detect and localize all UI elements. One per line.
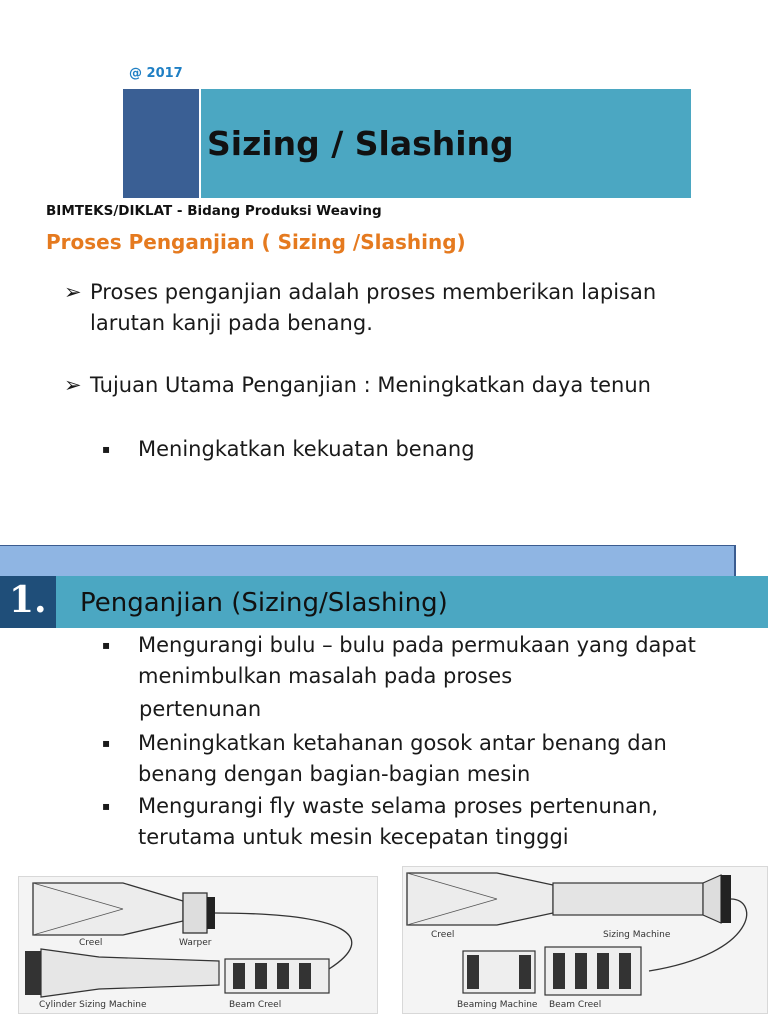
beaming-machine-caption: Beaming Machine	[457, 1000, 538, 1010]
list-item-text: Mengurangi bulu – bulu pada permukaan yang dapat menimbulkan masalah pada proses	[138, 633, 696, 688]
page-title: Sizing / Slashing	[207, 124, 514, 163]
creel-caption: Creel	[79, 938, 103, 948]
list-item-text: Meningkatkan kekuatan benang	[138, 437, 475, 461]
year-label: @ 2017	[129, 66, 183, 81]
square-bullet-icon: ▪	[102, 799, 111, 813]
header-accent-block	[123, 89, 199, 198]
list-item-continuation: pertenunan	[139, 697, 262, 721]
section-title: Penganjian (Sizing/Slashing)	[80, 588, 448, 618]
square-bullet-icon: ▪	[102, 442, 111, 456]
organization-label: BIMTEKS/DIKLAT - Bidang Produksi Weaving	[46, 203, 382, 219]
slasher-diagram-right	[402, 866, 768, 1014]
list-item-text: Tujuan Utama Penganjian : Meningkatkan daya tenun	[90, 373, 651, 397]
list-item	[64, 277, 657, 335]
list-item-text: Proses penganjian adalah proses memberikan lapisan larutan kanji pada benang.	[90, 280, 657, 335]
slasher-diagram-left	[18, 876, 378, 1014]
arrow-bullet-icon: ➢	[64, 280, 82, 304]
list-item-text: Mengurangi fly waste selama proses pertenunan, terutama untuk mesin kecepatan tingggi	[138, 794, 658, 849]
sizing-machine-caption: Sizing Machine	[603, 930, 671, 940]
section-subtitle: Proses Penganjian ( Sizing /Slashing)	[46, 230, 466, 254]
square-bullet-icon: ▪	[102, 638, 111, 652]
list-item	[64, 370, 651, 401]
beam-creel-caption: Beam Creel	[549, 1000, 602, 1010]
warper-caption: Warper	[179, 938, 212, 948]
arrow-bullet-icon: ➢	[64, 373, 82, 397]
section-divider-band	[0, 545, 736, 577]
square-bullet-icon: ▪	[102, 736, 111, 750]
section-number-badge: 1.	[0, 576, 56, 628]
creel-caption: Creel	[431, 930, 455, 940]
sizing-machine-caption: Cylinder Sizing Machine	[39, 1000, 147, 1010]
list-item-text: Meningkatkan ketahanan gosok antar benang dan benang dengan bagian-bagian mesin	[138, 731, 667, 786]
beam-creel-caption: Beam Creel	[229, 1000, 282, 1010]
